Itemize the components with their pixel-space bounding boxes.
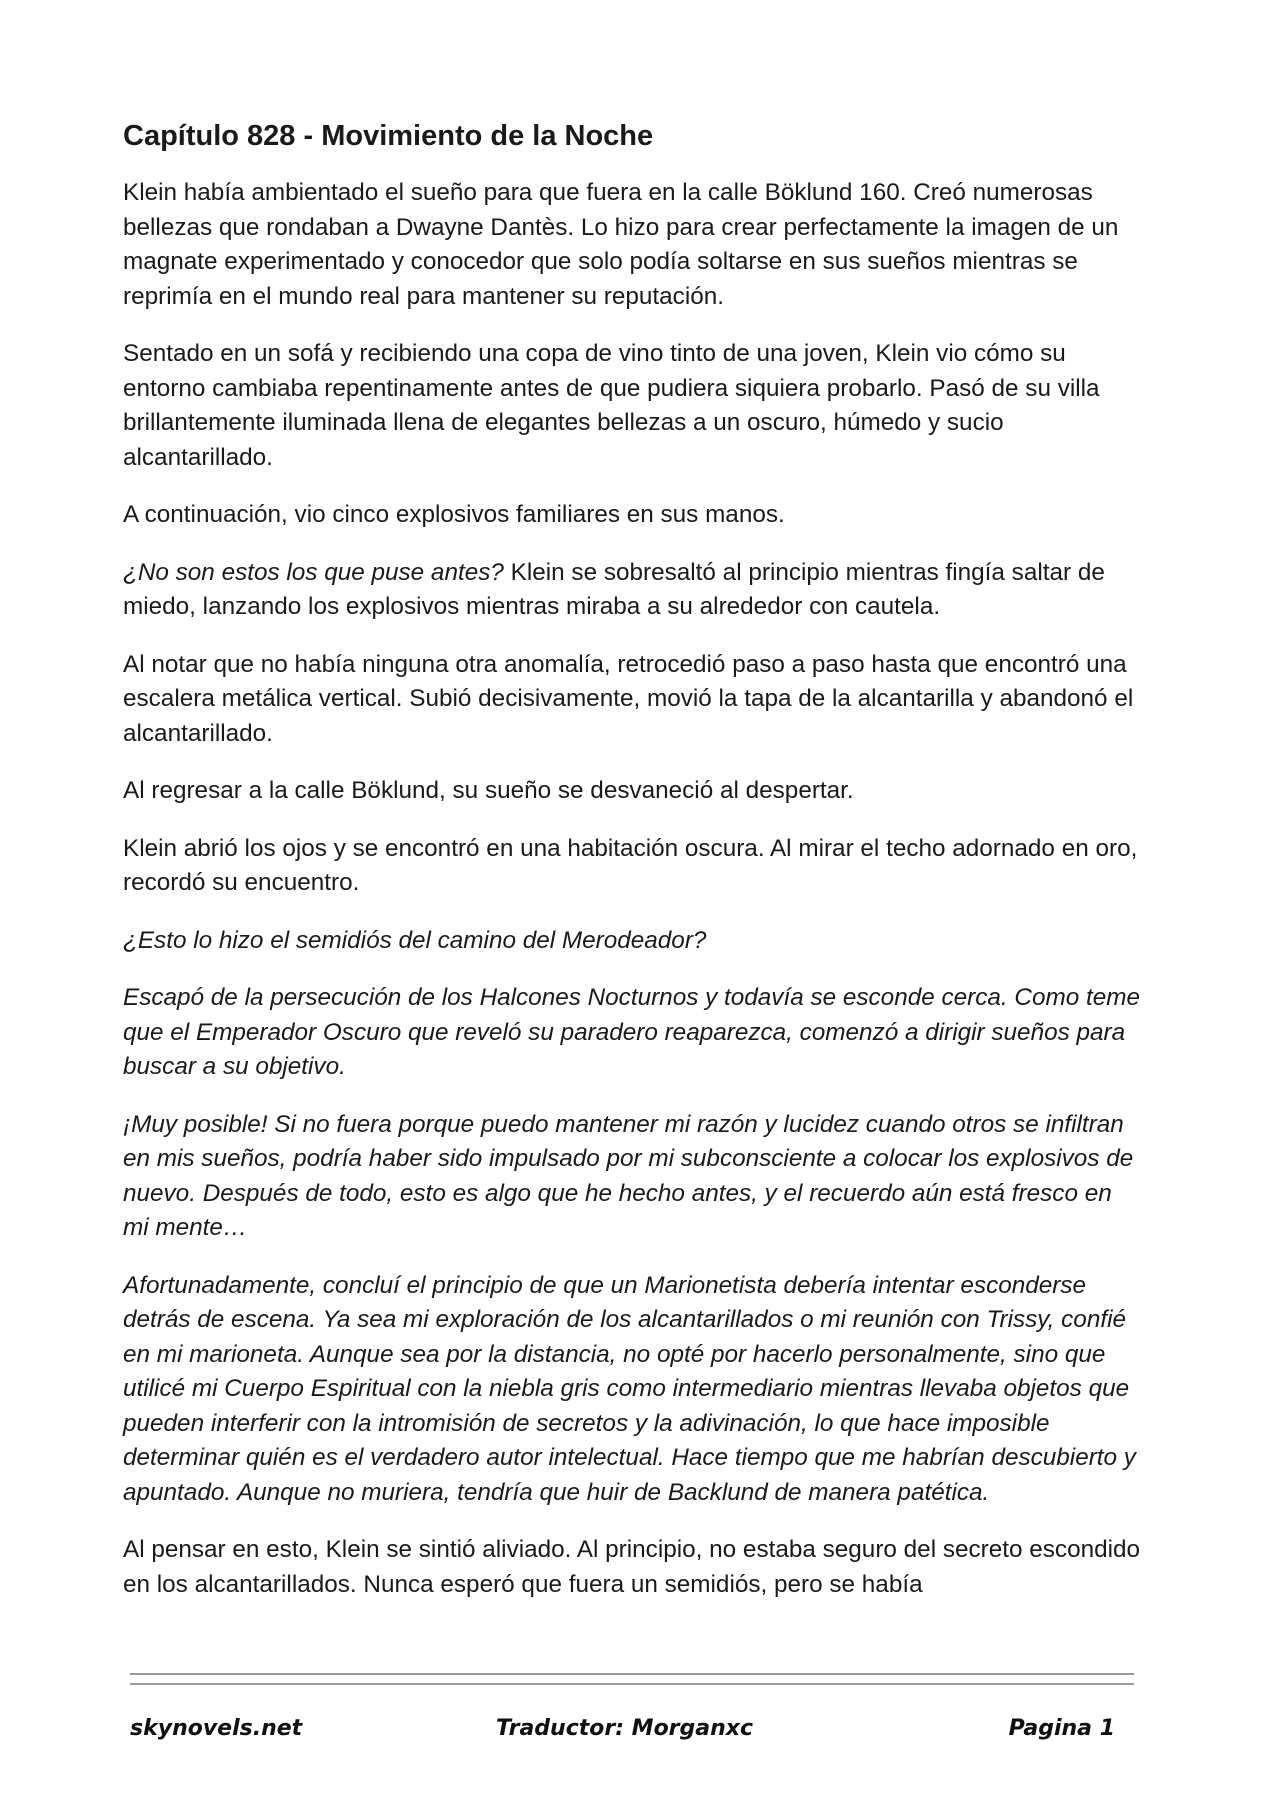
footer-divider-bottom	[130, 1683, 1134, 1685]
paragraph-6: Al regresar a la calle Böklund, su sueño se desvaneció al despertar.	[123, 777, 854, 805]
footer-page-number: Pagina 1	[1008, 1716, 1115, 1741]
paragraph-10: ¡Muy posible! Si no fuera porque puedo mantener mi razón y lucidez cuando otros se infiltran en mis sueños, podría haber sido impulsado por mi subconsciente a colocar los explosivos de nuevo. Después de todo, esto es algo que he hecho antes, y el recuerdo aún está fresco en mi mente…	[123, 1110, 1134, 1242]
paragraph-4-text: Klein se sobresaltó al principio mientras fingía saltar de miedo, lanzando los explosivos mientras miraba a su alrededor con cautela.	[123, 558, 1105, 621]
paragraph-11: Afortunadamente, concluí el principio de que un Marionetista debería intentar esconderse detrás de escena. Ya sea mi exploración de los alcantarillados o mi reunión con Trissy, confié en mi marioneta. Aunque sea por la distancia, no opté por hacerlo personalmente, sino que utilicé mi Cuerpo Espiritual con la niebla gris como intermediario mientras llevaba objetos que pueden interferir con la intromisión de secretos y la adivinación, lo que hace imposible determinar quién es el verdadero autor intelectual. Hace tiempo que me habrían descubierto y apuntado. Aunque no muriera, tendría que huir de Backlund de manera patética.	[123, 1271, 1136, 1506]
paragraph-12: Al pensar en esto, Klein se sintió aliviado. Al principio, no estaba seguro del secreto escondido en los alcantarillados. Nunca esperó que fuera un semidiós, pero se había	[123, 1536, 1141, 1598]
paragraph-4	[123, 556, 1143, 625]
footer-site-name: skynovels.net	[130, 1716, 303, 1741]
paragraph-7: Klein abrió los ojos y se encontró en una habitación oscura. Al mirar el techo adornado en oro, recordó su encuentro.	[123, 834, 1138, 897]
paragraph-4-thought: ¿No son estos los que puse antes?	[123, 558, 504, 586]
chapter-title: Capítulo 828 - Movimiento de la Noche	[123, 120, 654, 152]
chapter-body	[123, 118, 1143, 1625]
paragraph-3: A continuación, vio cinco explosivos familiares en sus manos.	[123, 501, 785, 529]
footer-divider-top	[130, 1673, 1134, 1675]
paragraph-9: Escapó de la persecución de los Halcones Nocturnos y todavía se esconde cerca. Como teme que el Emperador Oscuro que reveló su paradero reaparezca, comenzó a dirigir sueños para buscar a su objetivo.	[123, 984, 1140, 1081]
paragraph-1: Klein había ambientado el sueño para que fuera en la calle Böklund 160. Creó numerosas bellezas que rondaban a Dwayne Dantès. Lo hizo para crear perfectamente la imagen de un magnate experimentado y conocedor que solo podía soltarse en sus sueños mientras se reprimía en el mundo real para mantener su reputación.	[123, 179, 1119, 310]
paragraph-8: ¿Esto lo hizo el semidiós del camino del Merodeador?	[123, 926, 707, 954]
footer-translator: Traductor: Morganxc	[496, 1716, 754, 1741]
paragraph-5: Al notar que no había ninguna otra anomalía, retrocedió paso a paso hasta que encontró una escalera metálica vertical. Subió decisivamente, movió la tapa de la alcantarilla y abandonó el alcantarillado.	[123, 650, 1134, 747]
paragraph-2: Sentado en un sofá y recibiendo una copa de vino tinto de una joven, Klein vio cómo su entorno cambiaba repentinamente antes de que pudiera siquiera probarlo. Pasó de su villa brillantemente iluminada llena de elegantes bellezas a un oscuro, húmedo y sucio alcantarillado.	[123, 340, 1100, 471]
